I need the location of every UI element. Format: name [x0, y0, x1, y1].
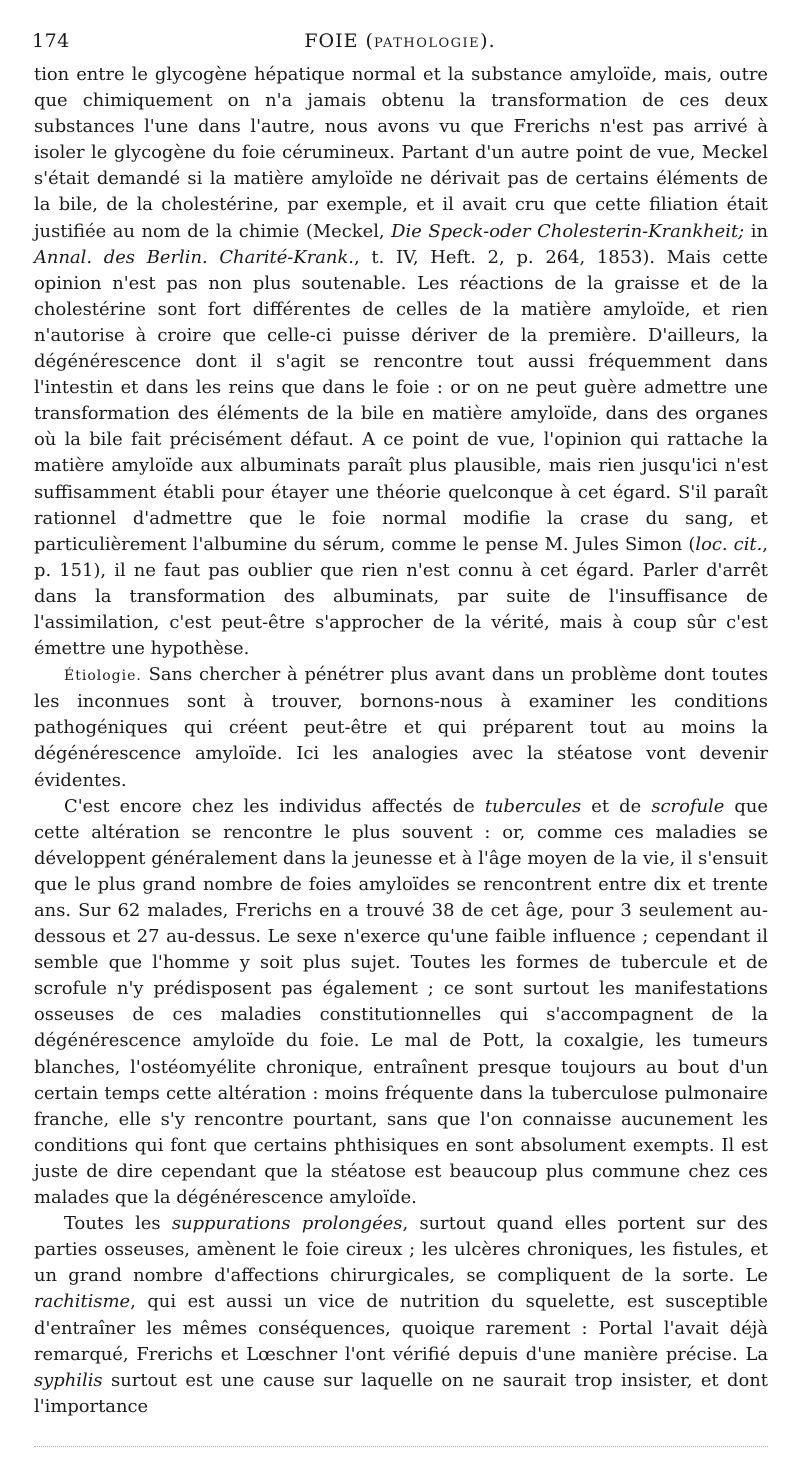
term-tubercules: tubercules — [484, 795, 582, 817]
paragraph-4-text-c: , qui est aussi un vice de nutrition du squelette, est susceptible d'entraîner les mêmes conséquences, quoique rarement : Portal l'avait déjà remarqué, Frerichs et Lœschner l'ont vérifié depuis d'une manière précise. La — [34, 1291, 768, 1365]
paragraph-etiologie — [34, 662, 768, 793]
paragraph-3-text-a: C'est encore chez les individus affectés de — [64, 795, 485, 817]
paragraph-4-text-b: , surtout quand elles portent sur des parties osseuses, amènent le foie cireux ; les ulcères chroniques, les fistules, et un grand nombre d'affections chirurgicales, se compliquent de la sorte. Le — [34, 1213, 768, 1287]
paragraph-4-text-a: Toutes les — [64, 1213, 172, 1235]
paragraph-4 — [34, 1211, 768, 1420]
term-scrofule: scrofule — [651, 795, 725, 817]
running-head — [30, 30, 770, 52]
citation-loc-cit: loc. cit. — [695, 533, 763, 555]
citation-title: Die Speck-oder Cholesterin-Krankheit; — [391, 220, 745, 242]
paragraph-4-text-d: surtout est une cause sur laquelle on ne saurait trop insister, et dont l'importance — [34, 1369, 768, 1417]
section-label-etiologie: Étiologie. — [64, 668, 142, 685]
paragraph-1 — [34, 62, 768, 662]
paragraph-1-text: tion entre le glycogène hépatique normal et la substance amyloïde, mais, outre que chimiquement on n'a jamais obtenu la transformation de ces deux substances l'une dans l'autre, nous avons vu que Frerichs n'est pas arrivé à isoler le glycogène du foie cérumineux. Partant d'un autre point de vue, Meckel s'était demandé si la matière amyloïde ne dérivait pas de certains éléments de la bile, de la cholestérine, par exemple, et il avait cru que cette filiation était justifiée au nom de la chimie (Meckel, — [34, 64, 768, 242]
running-head-small-caps: PATHOLOGIE — [373, 36, 481, 51]
page-number: 174 — [32, 30, 70, 52]
running-head-end: ). — [480, 30, 496, 52]
paragraph-3-text-b: et de — [581, 795, 652, 817]
footer-rule — [34, 1446, 768, 1447]
body-text — [34, 62, 768, 1420]
paragraph-1-rest: , t. IV, Heft. 2, p. 264, 1853). Mais cette opinion n'est pas non plus soutenable. Les réactions de la graisse et de la cholestérine sont fort différentes de celles de la matière amyloïde, et rien n'autorise à croire que celle-ci puisse dériver de la première. D'ailleurs, la dégénérescence dont il s'agit se rencontre tout aussi fréquemment dans l'intestin et dans les reins que dans le foie : or on ne peut guère admettre une transformation des éléments de la bile en matière amyloïde, dans des organes où la bile fait précisément défaut. A ce point de vue, l'opinion qui rattache la matière amyloïde aux albuminats paraît plus plausible, mais rien jusqu'ici n'est suffisamment établi pour étayer une théorie quelconque à cet égard. S'il paraît rationnel d'admettre que le foie normal modifie la crase du sang, et particulièrement l'albumine du sérum, comme le pense M. Jules Simon ( — [34, 246, 768, 555]
citation-journal: Annal. des Berlin. Charité-Krank. — [34, 246, 354, 268]
page-header — [30, 30, 770, 60]
running-head-main: FOIE ( — [304, 30, 374, 52]
term-syphilis: syphilis — [34, 1369, 103, 1391]
paragraph-3-text-c: que cette altération se rencontre le plus souvent : or, comme ces maladies se développent généralement dans la jeunesse et à l'âge moyen de la vie, il s'ensuit que le plus grand nombre de foies amyloïdes se rencontrent entre dix et trente ans. Sur 62 malades, Frerichs en a trouvé 38 de cet âge, pour 3 seulement au-dessous et 27 au-dessus. Le sexe n'exerce qu'une faible influence ; cependant il semble que l'homme y soit plus sujet. Toutes les formes de tubercule et de scrofule n'y prédisposent pas également ; ce sont surtout les manifestations osseuses de ces maladies constitutionnelles qui s'accompagnent de la dégénérescence amyloïde du foie. Le mal de Pott, la coxalgie, les tumeurs blanches, l'ostéomyélite chronique, entraînent presque toujours au bout d'un certain temps cette altération : moins fréquente dans la tuberculose pulmonaire franche, elle s'y rencontre pourtant, sans que l'on connaisse aucunement les conditions qui font que certains phthisiques en sont absolument exempts. Il est juste de dire cependant que la stéatose est beaucoup plus commune chez ces malades que la dégénérescence amyloïde. — [34, 795, 768, 1209]
paragraph-3 — [34, 794, 768, 1212]
paragraph-1-connector: in — [744, 220, 768, 242]
paragraph-1-end: , p. 151), il ne faut pas oublier que rien n'est connu à cet égard. Parler d'arrêt dans la transformation des albuminats, par suite de l'insuffisance de l'assimilation, c'est peut-être s'approcher de la vérité, mais à coup sûr c'est émettre une hypothèse. — [34, 533, 768, 660]
paragraph-etiologie-text: Sans chercher à pénétrer plus avant dans un problème dont toutes les inconnues sont à trouver, bornons-nous à examiner les conditions pathogéniques qui créent peut-être et qui préparent tout au moins la dégénérescence amyloïde. Ici les analogies avec la stéatose vont devenir évidentes. — [34, 664, 768, 791]
term-suppurations: suppurations prolongées — [171, 1213, 403, 1235]
term-rachitisme: rachitisme — [34, 1291, 131, 1313]
